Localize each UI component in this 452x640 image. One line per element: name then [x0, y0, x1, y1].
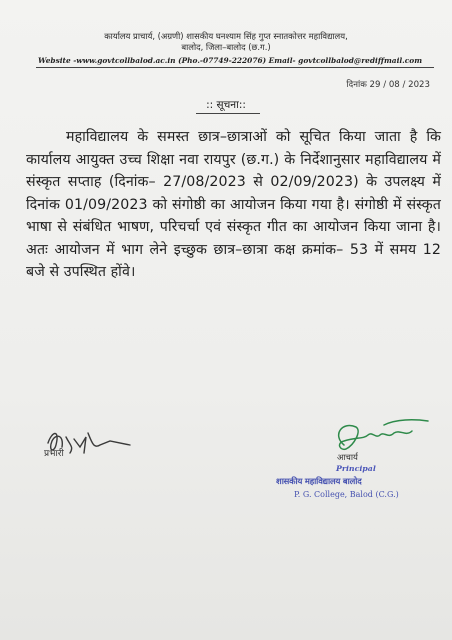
- stamp-principal: Principal: [336, 464, 376, 473]
- heading-underline: [196, 113, 260, 114]
- notice-heading: :: सूचना::: [206, 99, 246, 111]
- stamp-college-hindi: शासकीय महाविद्यालय बालोद: [276, 476, 362, 486]
- stamp-college-english: P. G. College, Balod (C.G.): [294, 490, 399, 499]
- letterhead-contact: Website -www.govtcollbalod.ac.in (Pho.-07749-222076) Email- govtcollbalod@rediffmail.com: [38, 56, 423, 65]
- notice-date: दिनांक 29 / 08 / 2023: [346, 80, 430, 90]
- right-signature-label: आचार्य: [337, 452, 358, 462]
- letterhead-title: कार्यालय प्राचार्य, (अग्रणी) शासकीय घनश्याम सिंह गुप्त स्नातकोत्तर महाविद्यालय,: [104, 31, 348, 41]
- letterhead-address: बालोद, जिला–बालोद (छ.ग.): [181, 42, 271, 52]
- notice-body: महाविद्यालय के समस्त छात्र–छात्राओं को सूचित किया जाता है कि कार्यालय आयुक्त उच्च शिक्षा नवा रायपुर (छ.ग.) के निर्देशानुसार महाविद्यालय में संस्कृत सप्ताह (दिनांक– 27/08/2023 से 02/09/2023) के उपलक्ष्य में दिनांक 01/09/2023 को संगोष्ठी का आयोजन किया गया है। संगोष्ठी में संस्कृत भाषा से संबंधित भाषण, परिचर्चा एवं संस्कृत गीत का आयोजन किया जाना है। अतः आयोजन में भाग लेने इच्छुक छात्र–छात्रा कक्ष क्रमांक– 53 में समय 12 बजे से उपस्थित होंवे।: [26, 129, 441, 280]
- letterhead-divider: [36, 67, 434, 68]
- left-signature-label: प्रभारी: [44, 449, 64, 459]
